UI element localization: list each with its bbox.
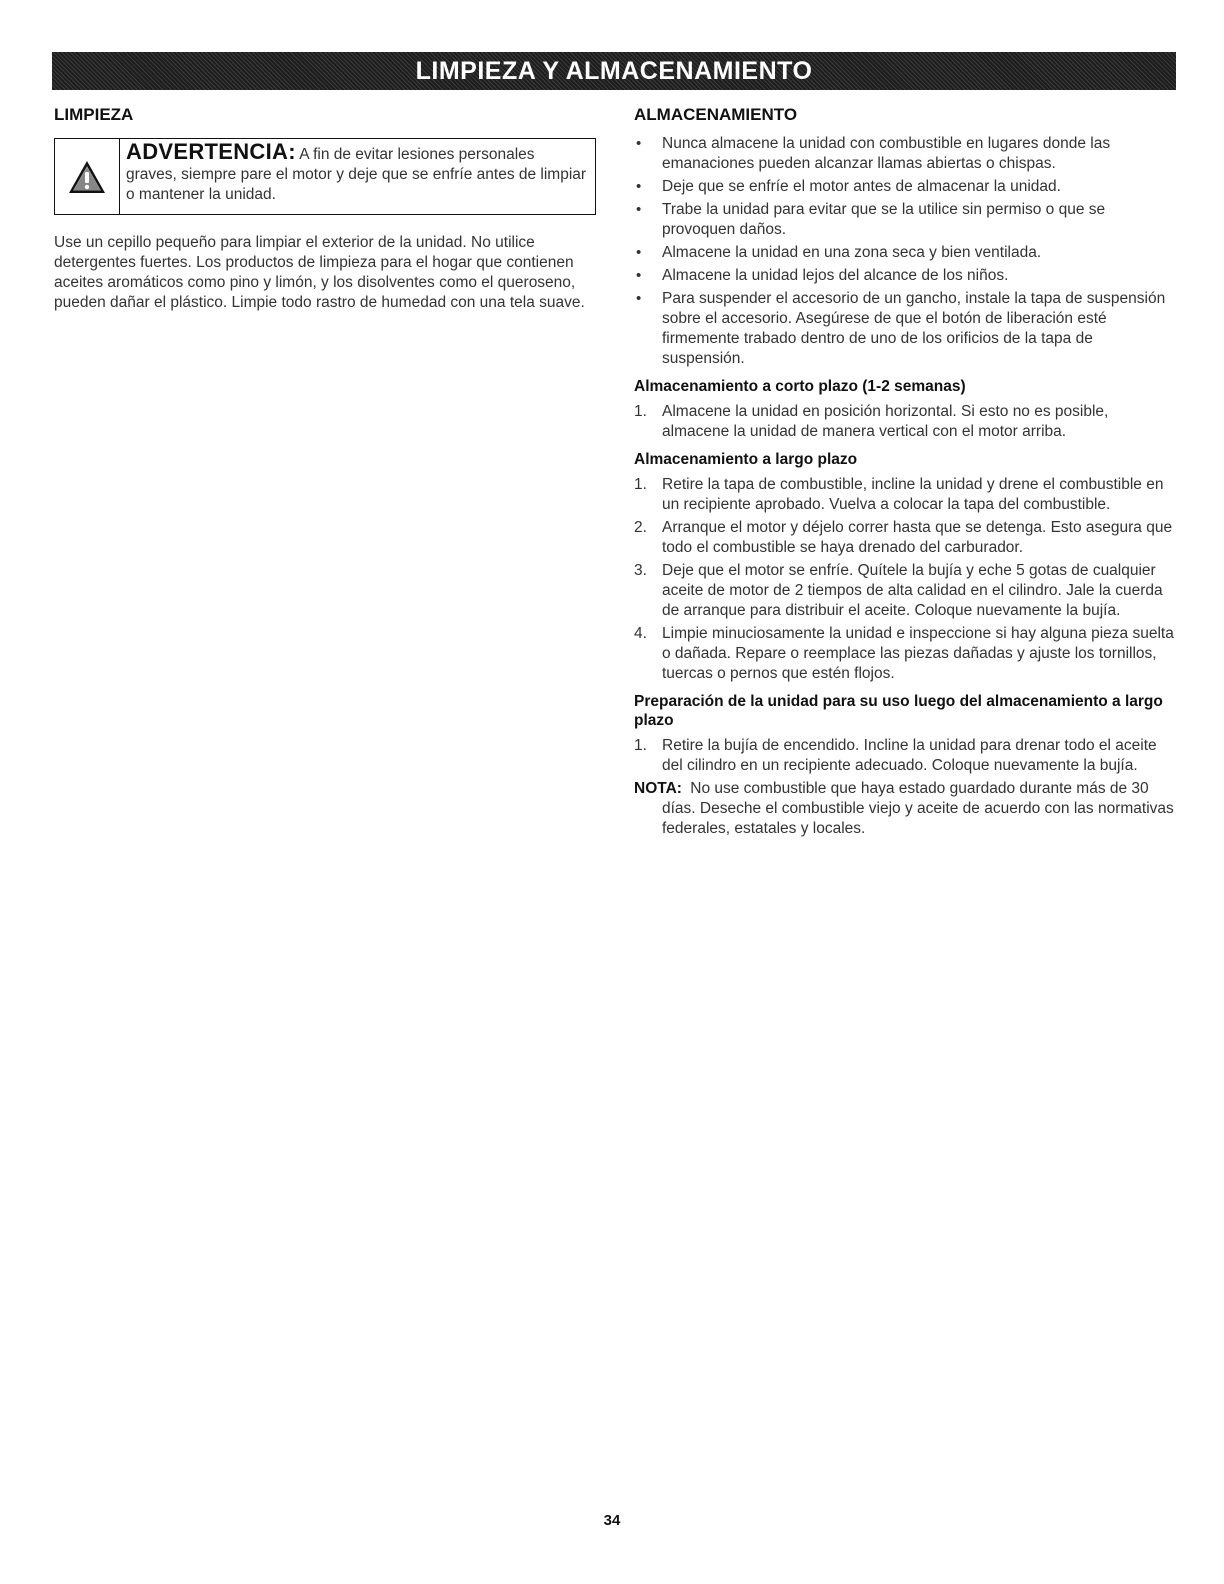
step-number: 1. — [634, 737, 647, 754]
step-item — [634, 624, 1178, 684]
bullet-icon: • — [636, 267, 642, 284]
page-number: 34 — [603, 1512, 621, 1529]
note-label: NOTA: — [634, 780, 682, 797]
cleaning-column — [54, 104, 599, 329]
section-title: LIMPIEZA Y ALMACENAMIENTO — [415, 56, 813, 85]
step-text: Limpie minuciosamente la unidad e inspeccione si hay alguna pieza suelta o dañada. Repare o reemplace las piezas dañadas y ajuste los tornillos, tuercas o pernos que estén flojos. — [662, 625, 1174, 682]
storage-column — [634, 104, 1178, 839]
bullet-icon: • — [636, 244, 642, 261]
bullet-icon: • — [636, 290, 642, 307]
note-block — [634, 779, 1178, 839]
step-text: Retire la tapa de combustible, incline la unidad y drene el combustible en un recipiente aprobado. Vuelva a colocar la tapa del combustible. — [662, 476, 1164, 513]
short-term-steps — [634, 402, 1178, 442]
list-item-text: Deje que se enfríe el motor antes de almacenar la unidad. — [662, 178, 1061, 195]
preparation-steps — [634, 736, 1178, 776]
step-item — [634, 518, 1178, 558]
list-item — [634, 177, 1178, 197]
warning-label: ADVERTENCIA: — [126, 139, 296, 164]
warning-text-block — [120, 139, 595, 214]
bullet-icon: • — [636, 135, 642, 152]
short-term-heading: Almacenamiento a corto plazo (1-2 semanas) — [634, 378, 966, 395]
warning-message: A fin de evitar lesiones personales graves, siempre pare el motor y deje que se enfríe antes de limpiar o mantener la unidad. — [126, 146, 587, 203]
cleaning-paragraph: Use un cepillo pequeño para limpiar el exterior de la unidad. No utilice detergentes fuertes. Los productos de limpieza para el hogar que contienen aceites aromáticos como pino y limón, y los disolventes como el queroseno, pueden dañar el plástico. Limpie todo rastro de humedad con una tela suave. — [54, 234, 585, 311]
list-item — [634, 134, 1178, 174]
step-number: 4. — [634, 625, 647, 642]
step-text: Deje que el motor se enfríe. Quítele la bujía y eche 5 gotas de cualquier aceite de motor de 2 tiempos de alta calidad en el cilindro. Jale la cuerda de arranque para distribuir el aceite. Coloque nuevamente la bujía. — [662, 562, 1163, 619]
step-text: Almacene la unidad en posición horizontal. Si esto no es posible, almacene la unidad de manera vertical con el motor arriba. — [662, 403, 1109, 440]
warning-triangle-icon — [67, 159, 107, 195]
long-term-heading: Almacenamiento a largo plazo — [634, 451, 858, 468]
storage-bullet-list — [634, 134, 1178, 369]
list-item — [634, 243, 1178, 263]
step-item — [634, 402, 1178, 442]
warning-icon-cell — [55, 139, 120, 214]
step-text: Arranque el motor y déjelo correr hasta que se detenga. Esto asegura que todo el combustible se haya drenado del carburador. — [662, 519, 1173, 556]
step-item — [634, 561, 1178, 621]
step-number: 1. — [634, 403, 647, 420]
storage-heading: ALMACENAMIENTO — [634, 105, 798, 124]
step-number: 3. — [634, 562, 647, 579]
list-item-text: Trabe la unidad para evitar que se la utilice sin permiso o que se provoquen daños. — [662, 201, 1106, 238]
warning-box — [54, 138, 596, 215]
list-item — [634, 200, 1178, 240]
section-header-bar — [52, 52, 1176, 90]
step-number: 1. — [634, 476, 647, 493]
step-text: Retire la bujía de encendido. Incline la unidad para drenar todo el aceite del cilindro en un recipiente adecuado. Coloque nuevamente la bujía. — [662, 737, 1157, 774]
cleaning-heading: LIMPIEZA — [54, 105, 134, 124]
long-term-steps — [634, 475, 1178, 684]
note-text: No use combustible que haya estado guardado durante más de 30 días. Deseche el combustible viejo y aceite de acuerdo con las normativas federales, estatales y locales. — [662, 780, 1174, 837]
bullet-icon: • — [636, 178, 642, 195]
list-item-text: Almacene la unidad en una zona seca y bien ventilada. — [662, 244, 1042, 261]
list-item-text: Nunca almacene la unidad con combustible en lugares donde las emanaciones pueden alcanzar llamas abiertas o chispas. — [662, 135, 1111, 172]
bullet-icon: • — [636, 201, 642, 218]
step-item — [634, 475, 1178, 515]
list-item — [634, 289, 1178, 369]
list-item-text: Para suspender el accesorio de un gancho, instale la tapa de suspensión sobre el accesorio. Asegúrese de que el botón de liberación esté firmemente trabado dentro de uno de los orificios de la tapa de suspensión. — [662, 290, 1166, 367]
step-item — [634, 736, 1178, 776]
list-item-text: Almacene la unidad lejos del alcance de los niños. — [662, 267, 1009, 284]
preparation-heading: Preparación de la unidad para su uso luego del almacenamiento a largo plazo — [634, 693, 1163, 729]
list-item — [634, 266, 1178, 286]
step-number: 2. — [634, 519, 647, 536]
